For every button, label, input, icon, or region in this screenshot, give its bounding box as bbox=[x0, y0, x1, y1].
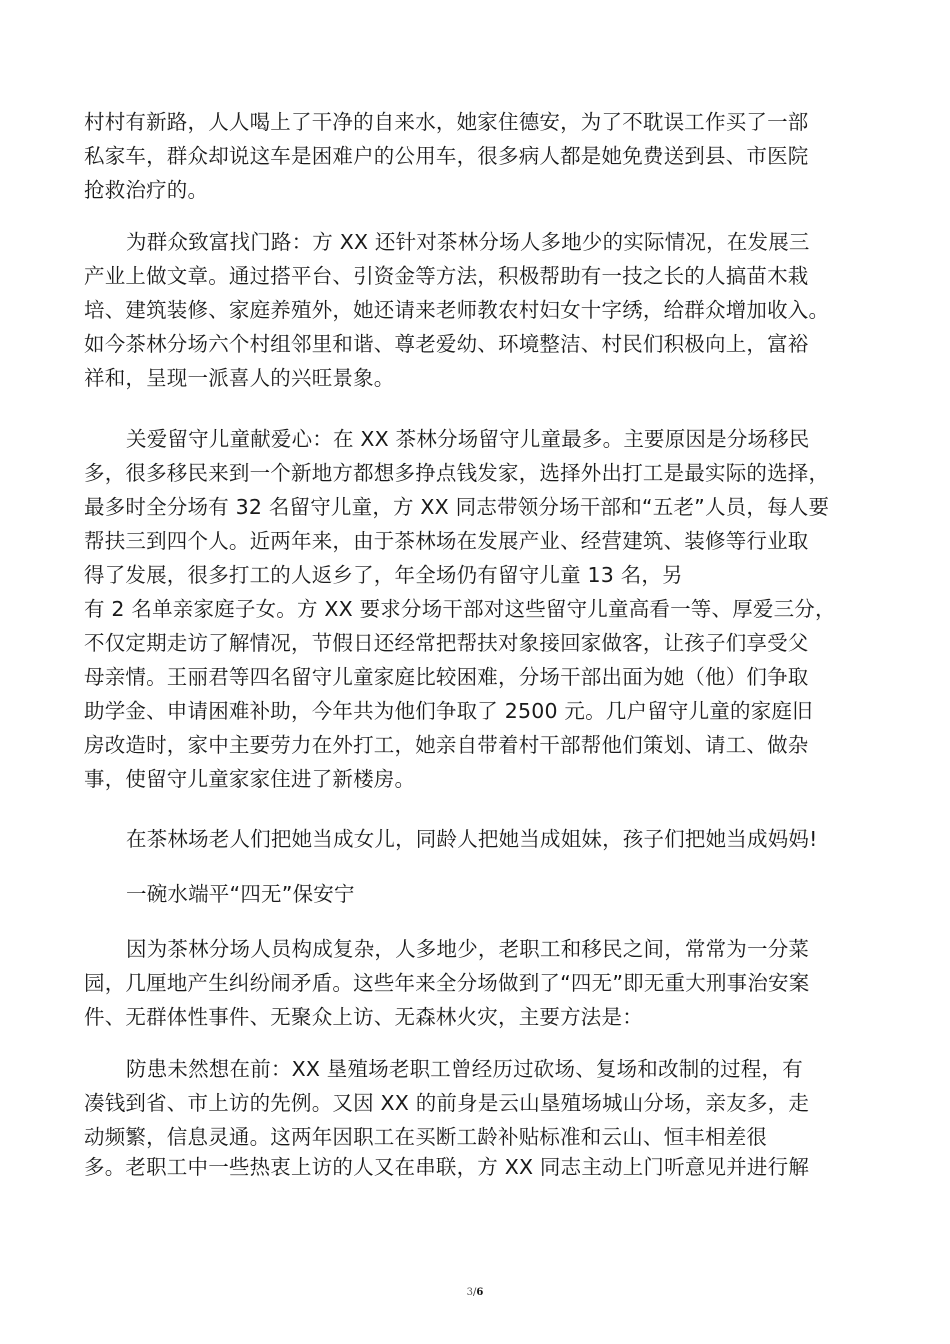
text-line: 在茶林场老人们把她当成女儿，同龄人把她当成姐妹，孩子们把她当成妈妈! bbox=[126, 827, 818, 851]
text-line: 园，几厘地产生纠纷闹矛盾。这些年来全分场做到了“四无”即无重大刑事治安案 bbox=[84, 971, 810, 995]
text-line: 事，使留守儿童家家住进了新楼房。 bbox=[84, 767, 416, 791]
text-line: 帮扶三到四个人。近两年来，由于茶林场在发展产业、经营建筑、装修等行业取 bbox=[84, 529, 809, 553]
text-line: 村村有新路，人人喝上了干净的自来水，她家住德安，为了不耽误工作买了一部 bbox=[84, 110, 809, 134]
text-line: 不仅定期走访了解情况，节假日还经常把帮扶对象接回家做客，让孩子们享受父 bbox=[84, 631, 809, 655]
text-line: 培、建筑装修、家庭养殖外，她还请来老师教农村妇女十字绣，给群众增加收入。 bbox=[84, 298, 830, 322]
paragraph-3 bbox=[84, 422, 884, 796]
text-line: 防患未然想在前：XX 垦殖场老职工曾经历过砍场、复场和改制的过程，有 bbox=[126, 1057, 803, 1081]
text-line: 件、无群体性事件、无聚众上访、无森林火灾，主要方法是： bbox=[84, 1005, 643, 1029]
text-line: 私家车，群众却说这车是困难户的公用车，很多病人都是她免费送到县、市医院 bbox=[84, 144, 809, 168]
paragraph-6 bbox=[84, 1052, 884, 1154]
text-line: 抢救治疗的。 bbox=[84, 178, 209, 202]
paragraph-7 bbox=[84, 1150, 884, 1184]
text-line: 关爱留守儿童献爱心：在 XX 茶林分场留守儿童最多。主要原因是分场移民 bbox=[126, 427, 810, 451]
text-line: 多，很多移民来到一个新地方都想多挣点钱发家，选择外出打工是最实际的选择， bbox=[84, 461, 830, 485]
text-line: 因为茶林分场人员构成复杂，人多地少，老职工和移民之间，常常为一分菜 bbox=[126, 937, 810, 961]
paragraph-1 bbox=[84, 105, 884, 207]
text-line: 多。老职工中一些热衷上访的人又在串联，方 XX 同志主动上门听意见并进行解 bbox=[84, 1155, 810, 1179]
text-line: 最多时全分场有 32 名留守儿童，方 XX 同志带领分场干部和“五老”人员，每人要 bbox=[84, 495, 830, 519]
page-number bbox=[0, 1287, 950, 1298]
text-line: 有 2 名单亲家庭子女。方 XX 要求分场干部对这些留守儿童高看一等、厚爱三分， bbox=[84, 597, 836, 621]
text-line: 房改造时，家中主要劳力在外打工，她亲自带着村干部帮他们策划、请工、做杂 bbox=[84, 733, 809, 757]
text-line: 得了发展，很多打工的人返乡了，年全场仍有留守儿童 13 名，另 bbox=[84, 563, 683, 587]
text-line: 祥和，呈现一派喜人的兴旺景象。 bbox=[84, 366, 395, 390]
paragraph-5 bbox=[84, 932, 884, 1034]
current-page-number: 3 bbox=[466, 1287, 474, 1298]
total-pages-number: 6 bbox=[476, 1287, 484, 1298]
text-line: 凑钱到省、市上访的先例。又因 XX 的前身是云山垦殖场城山分场，亲友多，走 bbox=[84, 1091, 810, 1115]
section-heading bbox=[84, 877, 884, 911]
text-line: 如今茶林分场六个村组邻里和谐、尊老爱幼、环境整洁、村民们积极向上，富裕 bbox=[84, 332, 809, 356]
paragraph-2 bbox=[84, 225, 884, 395]
text-line: 动频繁，信息灵通。这两年因职工在买断工龄补贴标准和云山、恒丰相差很 bbox=[84, 1125, 768, 1149]
text-line: 母亲情。王丽君等四名留守儿童家庭比较困难，分场干部出面为她（他）们争取 bbox=[84, 665, 809, 689]
text-line: 产业上做文章。通过搭平台、引资金等方法，积极帮助有一技之长的人搞苗木栽 bbox=[84, 264, 809, 288]
text-line: 一碗水端平“四无”保安宁 bbox=[126, 882, 355, 906]
page-separator: / bbox=[473, 1287, 477, 1298]
text-line: 为群众致富找门路：方 XX 还针对茶林分场人多地少的实际情况，在发展三 bbox=[126, 230, 810, 254]
text-line: 助学金、申请困难补助，今年共为他们争取了 2500 元。几户留守儿童的家庭旧 bbox=[84, 699, 813, 723]
paragraph-4 bbox=[84, 822, 884, 856]
